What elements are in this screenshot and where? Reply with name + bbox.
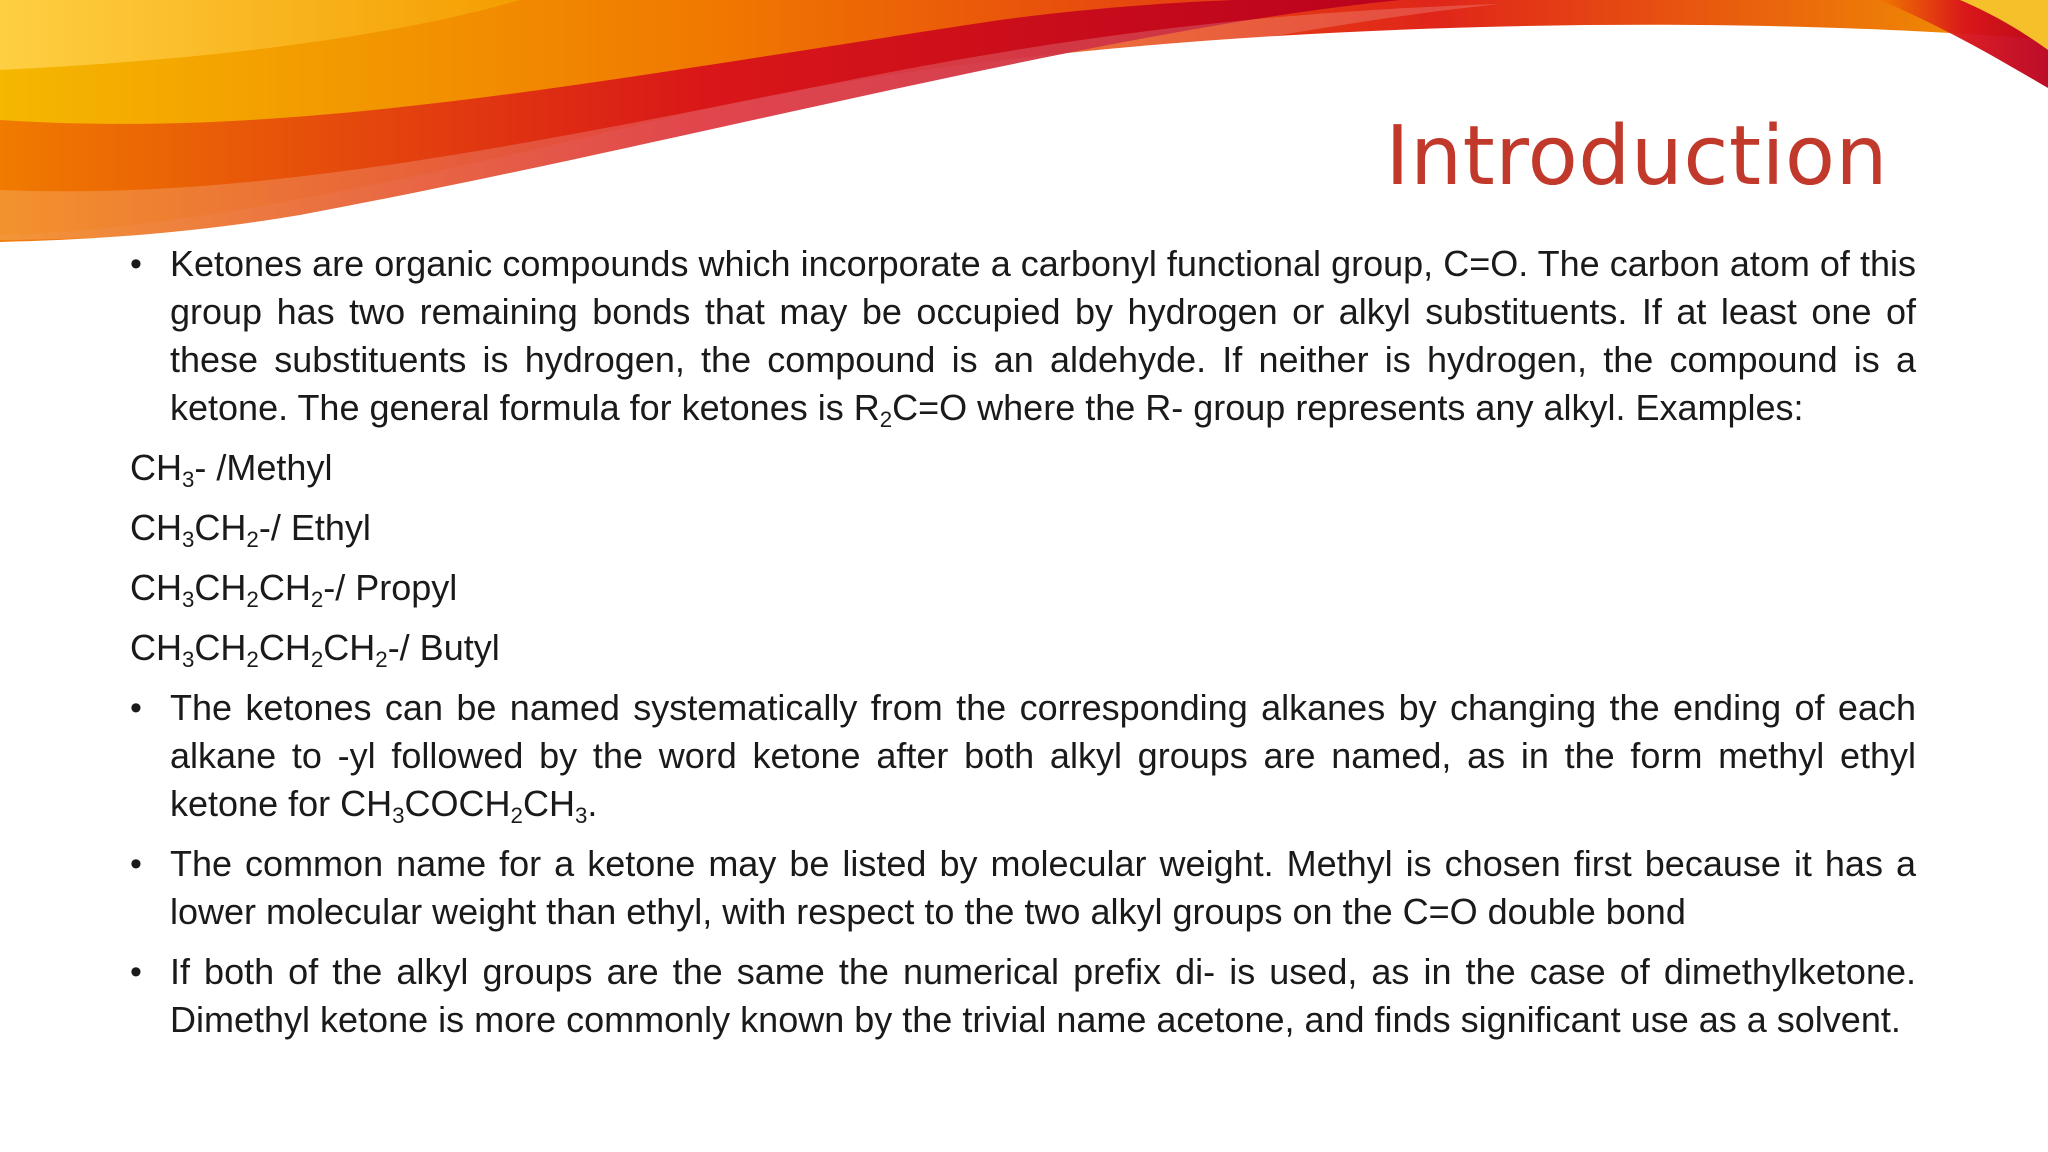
bullet-marker: • — [130, 953, 142, 991]
slide-body — [130, 240, 1916, 1056]
slide-title: Introduction — [1385, 109, 1888, 204]
bullet-systematic-naming: • The ketones can be named systematically from the corresponding alkanes by changing the ending of each alkane to -yl followed by the word ketone after both alkyl groups are named, as in the form methyl ethyl ketone for $CH_3COCH_2CH_3$. — [130, 684, 1916, 828]
bullet-ketone-definition: • Ketones are organic compounds which incorporate a carbonyl functional group, C=O. The carbon atom of this group has two remaining bonds that may be occupied by hydrogen or alkyl substituents. If at least one of these substituents is hydrogen, the compound is an aldehyde. If neither is hydrogen, the compound is a ketone. The general formula for ketones is $R_2C=O$ where the R- group represents any alkyl. Examples: — [130, 240, 1916, 432]
bullet-marker: • — [130, 689, 142, 727]
bullet-dimethylketone: • If both of the alkyl groups are the same the numerical prefix di- is used, as in the case of dimethylketone. Dimethyl ketone is more commonly known by the trivial name acetone, and finds significant use as a solvent. — [130, 948, 1916, 1044]
example-butyl: $CH_3CH_2CH_2CH_2-/$ Butyl — [130, 627, 500, 673]
example-methyl: $CH_3-$ /Methyl — [130, 447, 333, 493]
example-ethyl: $CH_3CH_2-/$ Ethyl — [130, 507, 371, 553]
bullet-marker: • — [130, 245, 142, 283]
example-propyl: $CH_3CH_2CH_2-/$ Propyl — [130, 567, 458, 613]
bullet-marker: • — [130, 845, 142, 883]
bullet-common-name: • The common name for a ketone may be listed by molecular weight. Methyl is chosen first because it has a lower molecular weight than ethyl, with respect to the two alkyl groups on the C=O double bond — [130, 840, 1916, 936]
